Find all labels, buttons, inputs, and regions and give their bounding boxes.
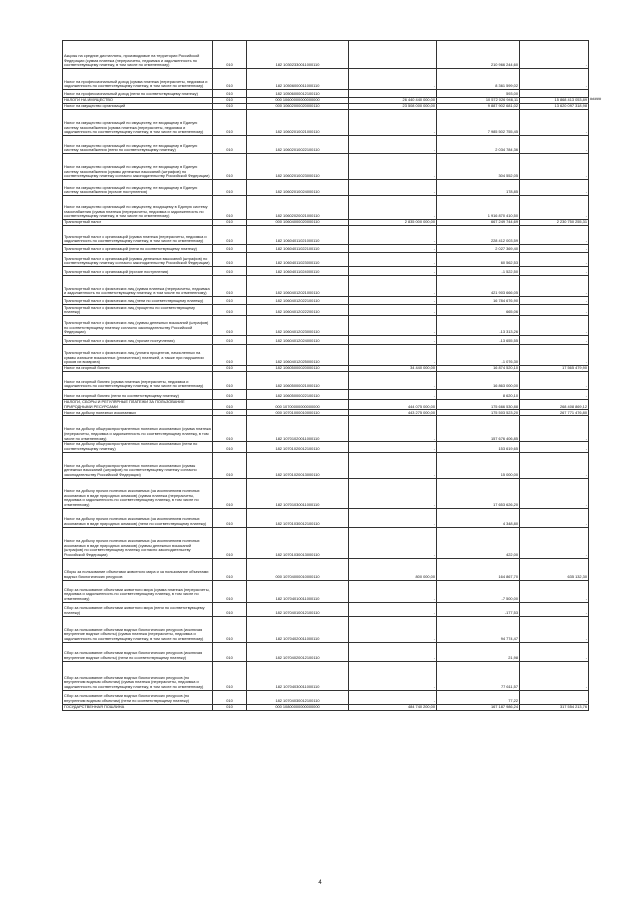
row-code: 010 <box>213 508 247 527</box>
row-prev <box>520 90 589 98</box>
row-kbk: 182 10605000020000110 <box>247 366 349 372</box>
row-prev: - <box>520 226 589 245</box>
row-prev: - <box>520 41 589 69</box>
row-prev: 635 132,30 <box>520 558 589 580</box>
table-row <box>63 110 589 136</box>
row-name: Налог на имущество организаций по имуществу, не входящему в Единую систему газоснабжения (сумма платежа (перерасчеты, недоимка и задолженность по соответствующему платежу, в том числе по отмененному) <box>63 110 213 136</box>
row-prev: - <box>520 602 589 616</box>
row-name: НАЛОГИ НА ИМУЩЕСТВО <box>63 98 213 104</box>
row-fact: 8 361 599,02 <box>437 69 520 90</box>
row-kbk: 000 10600000000000000 <box>247 98 349 104</box>
row-fact: 210 966 244,60 <box>437 41 520 69</box>
row-code: 010 <box>213 400 247 410</box>
row-code: 010 <box>213 410 247 416</box>
table-row <box>63 154 589 180</box>
table-row <box>63 372 589 390</box>
row-plan: - <box>349 253 437 267</box>
row-code: 010 <box>213 580 247 602</box>
row-prev: - <box>520 442 589 452</box>
row-kbk: 000 10604000020000110 <box>247 220 349 226</box>
row-name: Налог на добычу прочих полезных ископаемых (за исключением полезных ископаемых в виде природных алмазов) (сумма платежа (перерасчеты, недоимка и задолженность по соответствующему платежу, в том числе по отмененному) <box>63 478 213 508</box>
row-code: 010 <box>213 372 247 390</box>
row-plan: 34 440 000,00 <box>349 366 437 372</box>
row-fact: 164 867,70 <box>437 558 520 580</box>
row-code: 010 <box>213 136 247 154</box>
row-name: Налог на имущество организаций <box>63 104 213 110</box>
table-row <box>63 478 589 508</box>
row-name: Транспортный налог с физических лиц (уплата процентов, начисленных на суммы излишне взысканных (уплаченных) платежей, а также при нарушении сроков их возврата) <box>63 345 213 366</box>
row-kbk: 182 10602010024000110 <box>247 180 349 196</box>
row-prev: - <box>520 69 589 90</box>
table-row <box>63 390 589 400</box>
row-kbk: 000 10700000000000000 <box>247 400 349 410</box>
row-code: 010 <box>213 527 247 558</box>
row-fact: 153 619,65 <box>437 442 520 452</box>
row-code: 010 <box>213 345 247 366</box>
row-fact: 665,06 <box>437 305 520 316</box>
row-kbk: 182 10701030011000110 <box>247 478 349 508</box>
row-code: 010 <box>213 69 247 90</box>
row-plan: - <box>349 690 437 704</box>
row-prev: 2 230 750 255,31 <box>520 220 589 226</box>
table-row <box>63 527 589 558</box>
row-fact: 16 784 676,90 <box>437 297 520 305</box>
table-row <box>63 580 589 602</box>
row-prev: - <box>520 297 589 305</box>
row-name: ГОСУДАРСТВЕННАЯ ПОШЛИНА <box>63 704 213 710</box>
row-name: Транспортный налог с организаций (пени по соответствующему платежу) <box>63 245 213 253</box>
row-plan: - <box>349 245 437 253</box>
row-kbk: 182 10701030013000110 <box>247 527 349 558</box>
row-name: Налог на имущество организаций по имуществу, не входящему в Единую систему газоснабжения (суммы денежных взысканий (штрафов) по соответствующему платежу согласно законодательству Российской Федерации) <box>63 154 213 180</box>
row-name: Налог на добычу общераспространенных полезных ископаемых (суммы денежных взысканий (штрафов) по соответствующему платежу согласно законодательству Российской Федерации) <box>63 452 213 478</box>
row-code: 010 <box>213 220 247 226</box>
income-table-body <box>63 41 589 711</box>
table-row <box>63 704 589 710</box>
row-prev: - <box>520 390 589 400</box>
row-kbk: 182 10604011021000110 <box>247 226 349 245</box>
row-plan: - <box>349 180 437 196</box>
row-name: Налог на игорный бизнес (сумма платежа (перерасчеты, недоимка и задолженность по соответствующему платежу, в том числе по отмененному) <box>63 372 213 390</box>
row-fact: 7 985 502 755,45 <box>437 110 520 136</box>
row-plan: - <box>349 642 437 661</box>
row-name: Транспортный налог с физических лиц (прочие поступления) <box>63 336 213 345</box>
row-fact: 17 653 626,20 <box>437 478 520 508</box>
row-fact: -1 522,50 <box>437 267 520 276</box>
row-prev: - <box>520 642 589 661</box>
row-kbk: 000 10602000020000110 <box>247 104 349 110</box>
row-plan: 444 075 000,00 <box>349 400 437 410</box>
row-prev: - <box>520 616 589 642</box>
row-fact: 178,85 <box>437 180 520 196</box>
row-fact: 60 562,53 <box>437 253 520 267</box>
row-plan: - <box>349 297 437 305</box>
row-name: Сборы за пользование объектами животного мира и за пользование объектами водных биологических ресурсов <box>63 558 213 580</box>
row-plan: - <box>349 452 437 478</box>
row-name: Транспортный налог с физических лиц (проценты по соответствующему платежу) <box>63 305 213 316</box>
row-prev: 17 565 479,90 <box>520 366 589 372</box>
row-plan: - <box>349 305 437 316</box>
row-code: 010 <box>213 305 247 316</box>
row-prev: - <box>520 196 589 220</box>
row-name: Налог на имущество организаций по имуществу, не входящему в Единую систему газоснабжения (пени по соответствующему платежу) <box>63 136 213 154</box>
row-name: Транспортный налог с физических лиц (пени по соответствующему платежу) <box>63 297 213 305</box>
row-fact: 667 249 744,69 <box>437 220 520 226</box>
row-code: 010 <box>213 267 247 276</box>
row-plan: 2 835 000 000,00 <box>349 220 437 226</box>
row-plan: - <box>349 602 437 616</box>
row-prev: - <box>520 508 589 527</box>
row-kbk: 182 10604012024000110 <box>247 336 349 345</box>
row-fact: 16 863 000,00 <box>437 372 520 390</box>
row-fact: 16 874 520,10 <box>437 366 520 372</box>
row-name: Транспортный налог с физических лиц (сумма платежа (перерасчеты, недоимка и задолженность по соответствующему платежу, в том числе по отмененному) <box>63 276 213 297</box>
row-name: Налог на профессиональный доход (пени по соответствующему платежу) <box>63 90 213 98</box>
row-prev: - <box>520 527 589 558</box>
row-prev: - <box>520 690 589 704</box>
row-code: 010 <box>213 253 247 267</box>
row-code: 010 <box>213 616 247 642</box>
row-plan: - <box>349 196 437 220</box>
row-fact: 2 034 784,36 <box>437 136 520 154</box>
row-prev: - <box>520 136 589 154</box>
row-fact: -13 655,55 <box>437 336 520 345</box>
table-row <box>63 661 589 690</box>
row-name: Сбор за пользование объектами водных биологических ресурсов (исключая внутренние водные объекты) (пени по соответствующему платежу) <box>63 642 213 661</box>
row-prev: - <box>520 316 589 336</box>
row-kbk: 182 10704030012100110 <box>247 690 349 704</box>
row-fact: 175 666 530,88 <box>437 400 520 410</box>
row-name: Сбор за пользование объектами животного мира (пени по соответствующему платежу) <box>63 602 213 616</box>
row-kbk: 182 10604012023000110 <box>247 316 349 336</box>
row-prev: 13 620 097 318,98 <box>520 104 589 110</box>
row-plan: - <box>349 110 437 136</box>
row-prev: 15 868 413 053,89 <box>520 98 589 104</box>
row-prev: - <box>520 372 589 390</box>
row-kbk: 182 10302330011000110 <box>247 41 349 69</box>
row-prev: - <box>520 110 589 136</box>
table-row <box>63 345 589 366</box>
row-fact: 77,22 <box>437 690 520 704</box>
row-plan: - <box>349 267 437 276</box>
row-name: Сбор за пользование объектами животного мира (сумма платежа (перерасчеты, недоимка и задолженность по соответствующему платежу, в том числе по отмененному) <box>63 580 213 602</box>
row-kbk: 182 10604011022100110 <box>247 245 349 253</box>
row-prev: 317 554 213,76 <box>520 704 589 710</box>
row-plan <box>349 90 437 98</box>
row-plan: 26 440 440 000,00 <box>349 98 437 104</box>
row-fact: 421 903 666,05 <box>437 276 520 297</box>
row-kbk: 182 10602020021000110 <box>247 196 349 220</box>
row-kbk: 182 10604012022200110 <box>247 305 349 316</box>
table-row <box>63 305 589 316</box>
row-plan: - <box>349 527 437 558</box>
row-plan: - <box>349 154 437 180</box>
row-prev: - <box>520 478 589 508</box>
row-fact: 175 503 523,20 <box>437 410 520 416</box>
row-plan: - <box>349 69 437 90</box>
row-code: 010 <box>213 110 247 136</box>
row-fact: 94 774,47 <box>437 616 520 642</box>
row-code: 010 <box>213 276 247 297</box>
row-code: 010 <box>213 104 247 110</box>
row-plan: 23 508 000 000,00 <box>349 104 437 110</box>
table-row <box>63 253 589 267</box>
row-code: 010 <box>213 336 247 345</box>
row-code: 010 <box>213 390 247 400</box>
row-kbk: 182 10602010021000110 <box>247 110 349 136</box>
row-name: Налог на игорный бизнес (пени по соответствующему платежу) <box>63 390 213 400</box>
row-code: 010 <box>213 316 247 336</box>
row-kbk: 182 10704020012100110 <box>247 642 349 661</box>
row-code: 010 <box>213 690 247 704</box>
table-row <box>63 416 589 442</box>
row-code: 010 <box>213 366 247 372</box>
row-prev: - <box>520 276 589 297</box>
row-code: 010 <box>213 98 247 104</box>
row-prev: - <box>520 580 589 602</box>
row-plan: - <box>349 316 437 336</box>
row-fact: 304 552,05 <box>437 154 520 180</box>
row-kbk: 182 10704010011000110 <box>247 580 349 602</box>
table-row <box>63 267 589 276</box>
row-code: 010 <box>213 180 247 196</box>
row-kbk: 182 10604012022100110 <box>247 297 349 305</box>
row-plan: - <box>349 226 437 245</box>
row-code: 010 <box>213 90 247 98</box>
row-code: 010 <box>213 642 247 661</box>
row-kbk: 000 10701000010000110 <box>247 410 349 416</box>
row-fact: -13 313,26 <box>437 316 520 336</box>
row-name: Налог на добычу прочих полезных ископаемых (за исключением полезных ископаемых в виде природных алмазов) (пени по соответствующему платежу) <box>63 508 213 527</box>
table-row <box>63 602 589 616</box>
table-row <box>63 136 589 154</box>
row-name: Транспортный налог с физических лиц (суммы денежных взысканий (штрафов) по соответствующему платежу согласно законодательству Российской Федерации) <box>63 316 213 336</box>
row-plan: - <box>349 478 437 508</box>
row-prev: - <box>520 336 589 345</box>
row-kbk: 182 10701020012100110 <box>247 442 349 452</box>
row-kbk: 182 10704010012100110 <box>247 602 349 616</box>
row-name: Налог на добычу общераспространенных полезных ископаемых (пени по соответствующему платежу) <box>63 442 213 452</box>
row-fact: 15 000,00 <box>437 452 520 478</box>
row-fact: 2 027 369,40 <box>437 245 520 253</box>
row-code: 010 <box>213 154 247 180</box>
row-code: 010 <box>213 704 247 710</box>
row-prev: - <box>520 253 589 267</box>
row-fact: 157 676 406,85 <box>437 416 520 442</box>
row-kbk: 000 10704000010000110 <box>247 558 349 580</box>
table-row <box>63 642 589 661</box>
row-kbk: 182 10701020013000110 <box>247 452 349 478</box>
row-plan: - <box>349 508 437 527</box>
row-name: НАЛОГИ, СБОРЫ И РЕГУЛЯРНЫЕ ПЛАТЕЖИ ЗА ПОЛЬЗОВАНИЕ ПРИРОДНЫМИ РЕСУРСАМИ <box>63 400 213 410</box>
table-row <box>63 297 589 305</box>
table-row <box>63 508 589 527</box>
row-kbk: 182 10605000022100110 <box>247 390 349 400</box>
row-fact: -7 500,00 <box>437 580 520 602</box>
overflow-mark: ##### <box>590 96 602 101</box>
row-code: 010 <box>213 196 247 220</box>
row-fact: -177,53 <box>437 602 520 616</box>
row-kbk: 182 10506000012100110 <box>247 90 349 98</box>
row-kbk: 000 10800000000000000 <box>247 704 349 710</box>
row-fact: 228 412 003,59 <box>437 226 520 245</box>
row-plan: - <box>349 661 437 690</box>
row-plan: - <box>349 416 437 442</box>
table-row <box>63 690 589 704</box>
row-code: 010 <box>213 416 247 442</box>
table-row <box>63 442 589 452</box>
row-kbk: 182 10704020011000110 <box>247 616 349 642</box>
row-kbk: 182 10701030012100110 <box>247 508 349 527</box>
row-fact: 1 916 870 410,50 <box>437 196 520 220</box>
row-prev: 267 771 476,80 <box>520 410 589 416</box>
row-prev: - <box>520 416 589 442</box>
row-name: Налог на имущество организаций по имуществу, входящему в Единую систему газоснабжения (сумма платежа (перерасчеты, недоимка и задолженность по соответствующему платежу, в том числе по отмененному) <box>63 196 213 220</box>
row-kbk: 182 10602010023000110 <box>247 154 349 180</box>
table-row <box>63 180 589 196</box>
row-kbk: 182 10604012021000110 <box>247 276 349 297</box>
row-fact: -1 076,30 <box>437 345 520 366</box>
row-fact: 593,00 <box>437 90 520 98</box>
row-kbk: 182 10506000011000110 <box>247 69 349 90</box>
row-plan: - <box>349 580 437 602</box>
row-kbk: 182 10704030011000110 <box>247 661 349 690</box>
table-row <box>63 558 589 580</box>
row-fact: 9 887 902 681,02 <box>437 104 520 110</box>
row-plan: 484 740 200,00 <box>349 704 437 710</box>
row-code: 010 <box>213 452 247 478</box>
table-row <box>63 452 589 478</box>
row-code: 010 <box>213 558 247 580</box>
row-plan: - <box>349 442 437 452</box>
table-row <box>63 616 589 642</box>
row-fact: 77 611,57 <box>437 661 520 690</box>
row-name: Налог на добычу прочих полезных ископаемых (за исключением полезных ископаемых в виде природных алмазов) (суммы денежных взысканий (штрафов) по соответствующему платежу согласно законодательству Российской Федерации) <box>63 527 213 558</box>
row-code: 010 <box>213 245 247 253</box>
row-fact: 21,98 <box>437 642 520 661</box>
table-row <box>63 90 589 98</box>
row-name: Налог на имущество организаций по имуществу, не входящему в Единую систему газоснабжения (прочие поступления) <box>63 180 213 196</box>
row-code: 010 <box>213 661 247 690</box>
row-prev: - <box>520 154 589 180</box>
row-name: Налог на игорный бизнес <box>63 366 213 372</box>
row-fact: 10 572 026 946,11 <box>437 98 520 104</box>
row-kbk: 182 10605000021000110 <box>247 372 349 390</box>
row-name: Налог на профессиональный доход (сумма платежа (перерасчеты, недоимка и задолженность по соответствующему платежу, в том числе по отмененному) <box>63 69 213 90</box>
row-prev: 268 408 869,12 <box>520 400 589 410</box>
row-plan <box>349 41 437 69</box>
row-name: Транспортный налог <box>63 220 213 226</box>
row-plan: - <box>349 372 437 390</box>
table-row <box>63 400 589 410</box>
row-code: 010 <box>213 41 247 69</box>
row-plan: - <box>349 276 437 297</box>
table-row <box>63 245 589 253</box>
page-number: 4 <box>318 880 322 886</box>
row-plan: 443 275 000,00 <box>349 410 437 416</box>
row-code: 010 <box>213 297 247 305</box>
row-code: 010 <box>213 602 247 616</box>
row-kbk: 182 10604012025000110 <box>247 345 349 366</box>
row-plan: - <box>349 345 437 366</box>
table-row <box>63 316 589 336</box>
row-prev: - <box>520 345 589 366</box>
row-name: Акцизы на средние дистилляты, производимые на территории Российской Федерации (сумма платежа (перерасчеты, недоимка и задолженность по соответствующему платежу, в том числе по отмененному) <box>63 41 213 69</box>
table-row <box>63 69 589 90</box>
row-code: 010 <box>213 478 247 508</box>
row-kbk: 182 10701020011000110 <box>247 416 349 442</box>
row-prev: - <box>520 305 589 316</box>
table-row <box>63 226 589 245</box>
row-prev: - <box>520 245 589 253</box>
row-plan: - <box>349 136 437 154</box>
row-fact: 8 620,10 <box>437 390 520 400</box>
row-fact: 167 187 986,24 <box>437 704 520 710</box>
row-name: Сбор за пользование объектами водных биологических ресурсов (по внутренним водным объектам) (пени по соответствующему платежу) <box>63 690 213 704</box>
row-kbk: 182 10602010022100110 <box>247 136 349 154</box>
row-kbk: 182 10604011024000110 <box>247 267 349 276</box>
row-code: 010 <box>213 442 247 452</box>
row-name: Транспортный налог с организаций (сумма платежа (перерасчеты, недоимка и задолженность по соответствующему платежу, в том числе по отмененному) <box>63 226 213 245</box>
row-name: Налог на добычу общераспространенных полезных ископаемых (сумма платежа (перерасчеты, недоимка и задолженность по соответствующему платежу, в том числе по отмененному) <box>63 416 213 442</box>
table-row <box>63 41 589 69</box>
table-row <box>63 336 589 345</box>
row-prev: - <box>520 661 589 690</box>
table-row <box>63 196 589 220</box>
row-prev: - <box>520 180 589 196</box>
income-table <box>62 40 589 711</box>
row-name: Сбор за пользование объектами водных биологических ресурсов (исключая внутренние водные объекты) (сумма платежа (перерасчеты, недоимка и задолженность по соответствующему платежу, в том числе по отмененному) <box>63 616 213 642</box>
table-row <box>63 276 589 297</box>
report-sheet <box>62 40 588 711</box>
row-name: Налог на добычу полезных ископаемых <box>63 410 213 416</box>
row-fact: 422,00 <box>437 527 520 558</box>
row-name: Транспортный налог с организаций (суммы денежных взысканий (штрафов) по соответствующему платежу согласно законодательству Российской Федерации) <box>63 253 213 267</box>
row-plan: - <box>349 336 437 345</box>
row-plan: - <box>349 616 437 642</box>
row-prev: - <box>520 452 589 478</box>
row-prev: - <box>520 267 589 276</box>
row-plan: - <box>349 390 437 400</box>
row-plan: 800 000,00 <box>349 558 437 580</box>
row-fact: 4 348,80 <box>437 508 520 527</box>
row-code: 010 <box>213 226 247 245</box>
row-name: Транспортный налог с организаций (прочие поступления) <box>63 267 213 276</box>
row-kbk: 182 10604011023000110 <box>247 253 349 267</box>
row-name: Сбор за пользование объектами водных биологических ресурсов (по внутренним водным объектам) (сумма платежа (перерасчеты, недоимка и задолженность по соответствующему платежу, в том числе по отмененному) <box>63 661 213 690</box>
